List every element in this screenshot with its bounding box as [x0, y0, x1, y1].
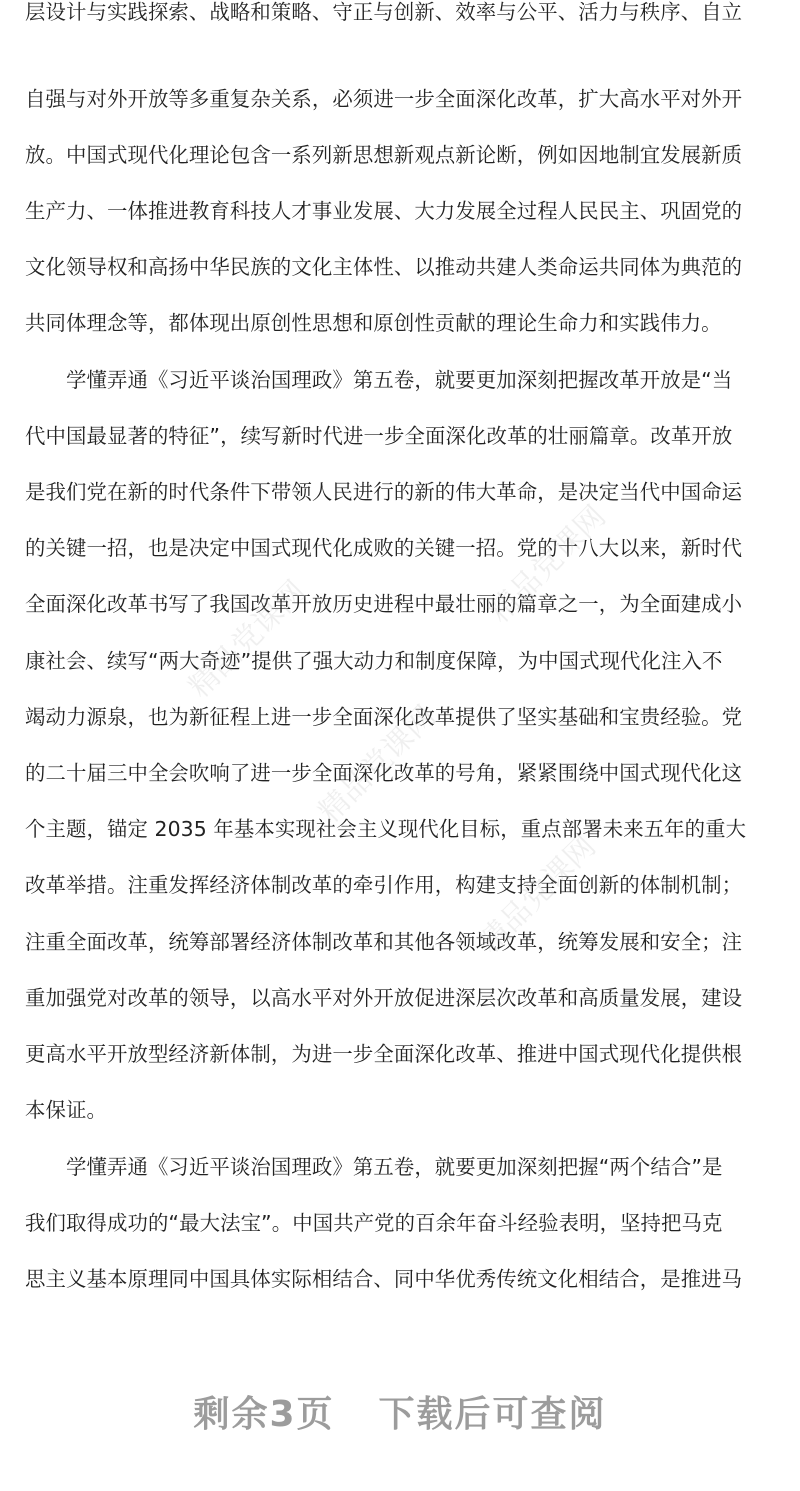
download-hint-label: 下载后可查阅	[378, 1394, 607, 1435]
text-line: 注重全面改革，统筹部署经济体制改革和其他各领域改革，统筹发展和安全；注	[25, 930, 743, 954]
text-line: 康社会、续写“两大奇迹”提供了强大动力和制度保障，为中国式现代化注入不	[25, 649, 723, 673]
text-line: 的关键一招，也是决定中国式现代化成败的关键一招。党的十八大以来，新时代	[25, 536, 743, 560]
text-line: 我们取得成功的“最大法宝”。中国共产党的百余年奋斗经验表明，坚持把马克	[25, 1211, 723, 1235]
text-line: 个主题，锚定 2035 年基本实现社会主义现代化目标，重点部署未来五年的重大	[25, 817, 747, 841]
text-line: 学懂弄通《习近平谈治国理政》第五卷，就要更加深刻把握“两个结合”是	[25, 1155, 723, 1179]
text-line: 文化领导权和高扬中华民族的文化主体性、以推动共建人类命运共同体为典范的	[25, 255, 743, 279]
watermark: 精品党课网	[482, 499, 613, 630]
text-line: 是我们党在新的时代条件下带领人民进行的新的伟大革命，是决定当代中国命运	[25, 480, 743, 504]
text-line: 层设计与实践探索、战略和策略、守正与创新、效率与公平、活力与秩序、自立	[25, 0, 743, 24]
text-line: 学懂弄通《习近平谈治国理政》第五卷，就要更加深刻把握改革开放是“当	[25, 368, 733, 392]
text-line: 本保证。	[25, 1098, 107, 1122]
text-line: 放。中国式现代化理论包含一系列新思想新观点新论断，例如因地制宜发展新质	[25, 143, 743, 167]
text-line: 自强与对外开放等多重复杂关系，必须进一步全面深化改革，扩大高水平对外开	[25, 87, 743, 111]
text-line: 生产力、一体推进教育科技人才事业发展、大力发展全过程人民民主、巩固党的	[25, 199, 743, 223]
watermark: 精品党课网	[312, 699, 443, 830]
text-line: 共同体理念等，都体现出原创性思想和原创性贡献的理论生命力和实践伟力。	[25, 311, 722, 335]
watermark: 精品党课网	[182, 574, 313, 705]
text-line: 更高水平开放型经济新体制，为进一步全面深化改革、推进中国式现代化提供根	[25, 1042, 743, 1066]
watermark: 精品党课网	[472, 829, 603, 960]
text-line: 代中国最显著的特征”，续写新时代进一步全面深化改革的壮丽篇章。改革开放	[25, 424, 733, 448]
text-line: 竭动力源泉，也为新征程上进一步全面深化改革提供了坚实基础和宝贵经验。党	[25, 705, 743, 729]
text-line: 改革举措。注重发挥经济体制改革的牵引作用，构建支持全面创新的体制机制；	[25, 873, 743, 897]
download-banner[interactable]	[0, 1385, 800, 1445]
text-line: 的二十届三中全会吹响了进一步全面深化改革的号角，紧紧围绕中国式现代化这	[25, 761, 743, 785]
text-line: 全面深化改革书写了我国改革开放历史进程中最壮丽的篇章之一，为全面建成小	[25, 592, 743, 616]
remaining-pages-label: 剩余3页	[193, 1394, 335, 1435]
text-line: 思主义基本原理同中国具体实际相结合、同中华优秀传统文化相结合，是推进马	[25, 1267, 743, 1291]
text-line: 重加强党对改革的领导，以高水平对外开放促进深层次改革和高质量发展，建设	[25, 986, 743, 1010]
